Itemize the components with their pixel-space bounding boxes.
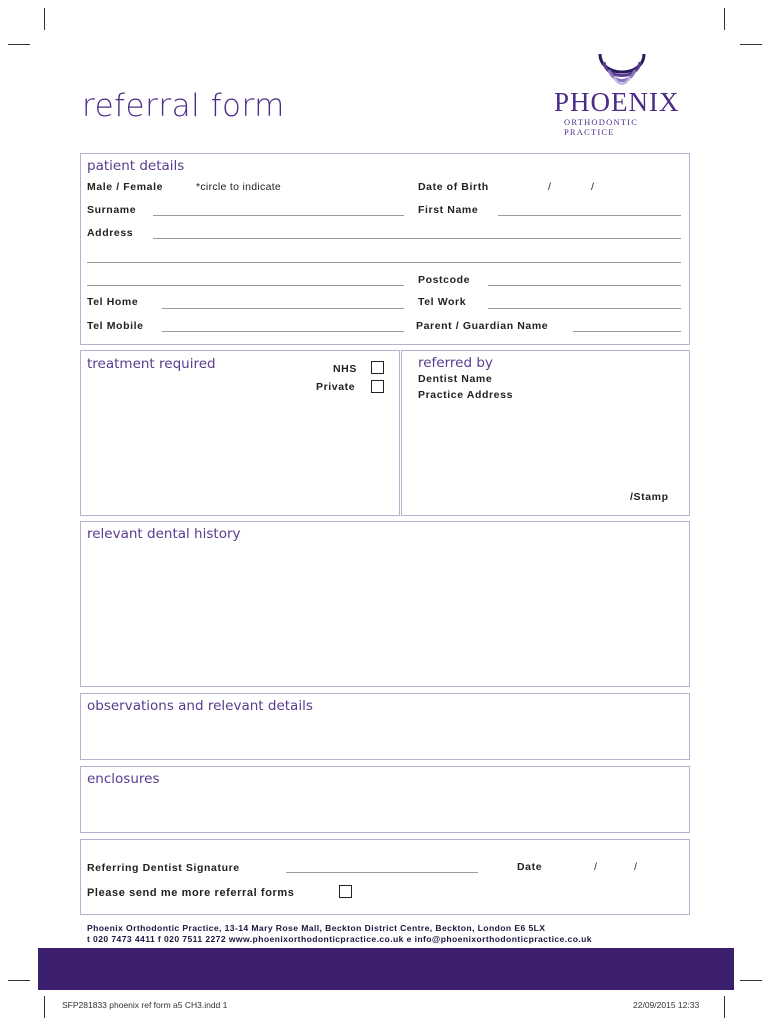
logo-name: PHOENIX <box>554 87 680 117</box>
address-label: Address <box>87 227 134 239</box>
crop-mark <box>44 996 45 1018</box>
dob-separator: / <box>591 181 595 193</box>
crop-mark <box>8 44 30 45</box>
first-name-label: First Name <box>418 204 479 216</box>
tel-home-field[interactable] <box>162 308 404 309</box>
date-separator: / <box>634 861 638 873</box>
crop-mark <box>740 980 762 981</box>
crop-mark <box>740 44 762 45</box>
enclosures-title: enclosures <box>87 771 160 787</box>
signature-field[interactable] <box>286 872 478 873</box>
footer-band <box>38 948 734 990</box>
tel-work-label: Tel Work <box>418 296 467 308</box>
private-label: Private <box>316 381 356 393</box>
private-checkbox[interactable] <box>371 380 384 393</box>
address-field-line2[interactable] <box>87 262 681 263</box>
surname-field[interactable] <box>153 215 404 216</box>
more-forms-checkbox[interactable] <box>339 885 352 898</box>
postcode-label: Postcode <box>418 274 471 286</box>
footer-contact: t 020 7473 4411 f 020 7511 2272 www.phoenixorthodonticpractice.co.uk e info@phoenixorthodonticpractice.co.uk <box>87 934 592 944</box>
phoenix-swirl-icon <box>592 50 652 90</box>
stamp-label: /Stamp <box>630 491 669 503</box>
first-name-field[interactable] <box>498 215 681 216</box>
gender-label: Male / Female <box>87 181 164 193</box>
address-field-line3[interactable] <box>87 285 404 286</box>
postcode-field[interactable] <box>488 285 681 286</box>
print-timestamp: 22/09/2015 12:33 <box>633 1000 700 1010</box>
dentist-name-label: Dentist Name <box>418 373 493 385</box>
patient-details-section <box>80 153 690 345</box>
tel-work-field[interactable] <box>488 308 681 309</box>
dental-history-title: relevant dental history <box>87 526 241 542</box>
guardian-label: Parent / Guardian Name <box>416 320 549 332</box>
crop-mark <box>8 980 30 981</box>
tel-home-label: Tel Home <box>87 296 139 308</box>
signature-section <box>80 839 690 915</box>
footer-address: Phoenix Orthodontic Practice, 13-14 Mary Rose Mall, Beckton District Centre, Beckton, London E6 5LX <box>87 923 546 933</box>
patient-details-title: patient details <box>87 158 185 174</box>
date-separator: / <box>594 861 598 873</box>
page-title: referral form <box>82 88 285 124</box>
treatment-title: treatment required <box>87 356 216 372</box>
date-label: Date <box>517 861 543 873</box>
guardian-field[interactable] <box>573 331 681 332</box>
crop-mark <box>724 996 725 1018</box>
nhs-checkbox[interactable] <box>371 361 384 374</box>
more-forms-label: Please send me more referral forms <box>87 887 295 899</box>
file-slug: SFP281833 phoenix ref form a5 CH3.indd 1 <box>62 1000 228 1010</box>
logo <box>552 50 692 137</box>
referred-by-title: referred by <box>418 355 493 371</box>
observations-title: observations and relevant details <box>87 698 313 714</box>
dob-separator: / <box>548 181 552 193</box>
surname-label: Surname <box>87 204 137 216</box>
dental-history-section[interactable] <box>80 521 690 687</box>
crop-mark <box>44 8 45 30</box>
tel-mobile-label: Tel Mobile <box>87 320 144 332</box>
crop-mark <box>724 8 725 30</box>
tel-mobile-field[interactable] <box>162 331 404 332</box>
gender-note: *circle to indicate <box>196 181 282 193</box>
practice-address-label: Practice Address <box>418 389 514 401</box>
logo-subtitle: ORTHODONTIC PRACTICE <box>564 117 639 137</box>
nhs-label: NHS <box>333 363 357 375</box>
enclosures-section[interactable] <box>80 766 690 833</box>
address-field-line1[interactable] <box>153 238 681 239</box>
dob-label: Date of Birth <box>418 181 489 193</box>
signature-label: Referring Dentist Signature <box>87 862 240 874</box>
